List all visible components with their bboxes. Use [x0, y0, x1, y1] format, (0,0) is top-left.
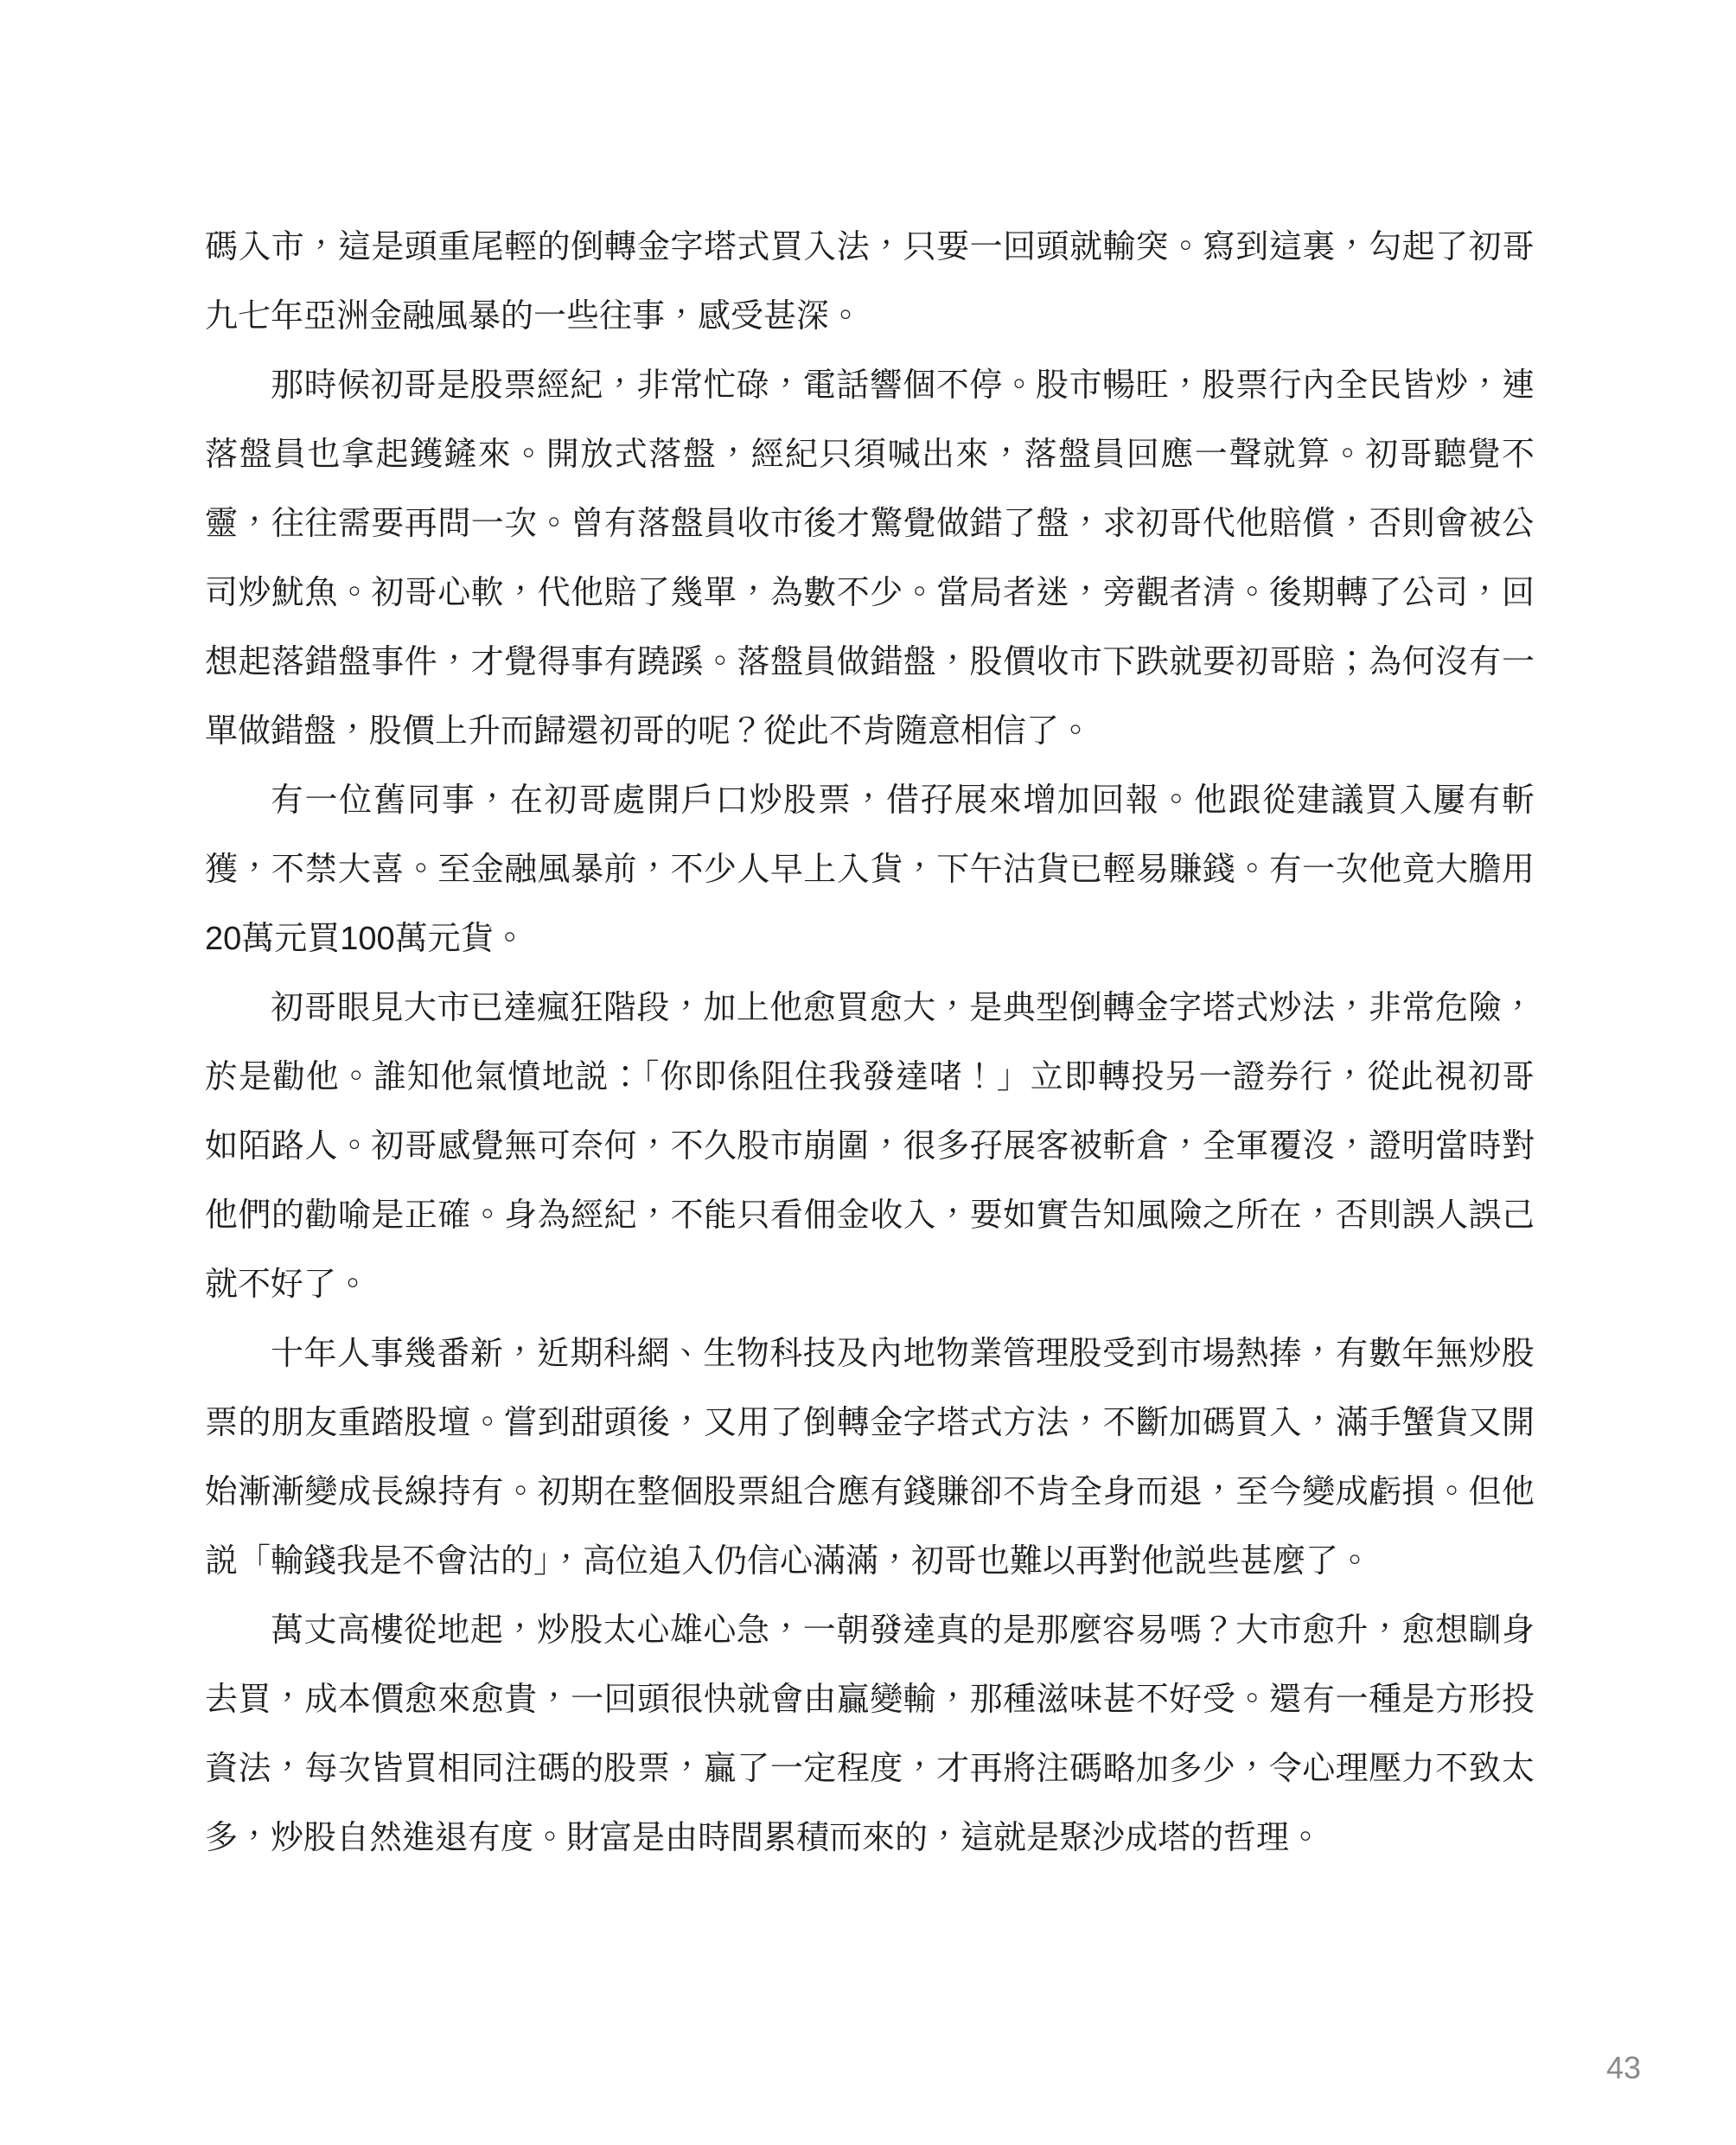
body-paragraph: 萬丈高樓從地起，炒股太心雄心急，一朝發達真的是那麼容易嗎？大市愈升，愈想瞓身去買，成本價愈來愈貴，一回頭很快就會由贏變輸，那種滋味甚不好受。還有一種是方形投資法，每次皆買相同注碼的股票，贏了一定程度，才再將注碼略加多少，令心理壓力不致太多，炒股自然進退有度。財富是由時間累積而來的，這就是聚沙成塔的哲理。 [205, 1612, 1535, 1856]
body-paragraph: 有一位舊同事，在初哥處開戶口炒股票，借孖展來增加回報。他跟從建議買入屢有斬獲，不禁大喜。至金融風暴前，不少人早上入貨，下午沽貨已輕易賺錢。有一次他竟大膽用20萬元買100萬元貨。 [205, 782, 1535, 957]
body-paragraph: 那時候初哥是股票經紀，非常忙碌，電話響個不停。股市暢旺，股票行內全民皆炒，連落盤員也拿起鑊鏟來。開放式落盤，經紀只須喊出來，落盤員回應一聲就算。初哥聽覺不靈，往往需要再問一次。曾有落盤員收市後才驚覺做錯了盤，求初哥代他賠償，否則會被公司炒魷魚。初哥心軟，代他賠了幾單，為數不少。當局者迷，旁觀者清。後期轉了公司，回想起落錯盤事件，才覺得事有蹺蹊。落盤員做錯盤，股價收市下跌就要初哥賠；為何沒有一單做錯盤，股價上升而歸還初哥的呢？從此不肯隨意相信了。 [205, 367, 1535, 750]
body-paragraph: 十年人事幾番新，近期科網、生物科技及內地物業管理股受到市場熱捧，有數年無炒股票的朋友重踏股壇。嘗到甜頭後，又用了倒轉金字塔式方法，不斷加碼買入，滿手蟹貨又開始漸漸變成長線持有。初期在整個股票組合應有錢賺卻不肯全身而退，至今變成虧損。但他説「輸錢我是不會沽的」，高位追入仍信心滿滿，初哥也難以再對他説些甚麼了。 [205, 1336, 1535, 1580]
page-number: 43 [1606, 2050, 1642, 2085]
body-paragraph: 初哥眼見大市已達瘋狂階段，加上他愈買愈大，是典型倒轉金字塔式炒法，非常危險，於是勸他。誰知他氣憤地説：「你即係阻住我發達啫！」立即轉投另一證券行，從此視初哥如陌路人。初哥感覺無可奈何，不久股市崩圍，很多孖展客被斬倉，全軍覆沒，證明當時對他們的勸喻是正確。身為經紀，不能只看佣金收入，要如實告知風險之所在，否則誤人誤己就不好了。 [205, 990, 1535, 1303]
body-paragraph: 碼入市，這是頭重尾輕的倒轉金字塔式買入法，只要一回頭就輸突。寫到這裏，勾起了初哥九七年亞洲金融風暴的一些往事，感受甚深。 [205, 229, 1535, 335]
body-text-block [205, 213, 1535, 1873]
